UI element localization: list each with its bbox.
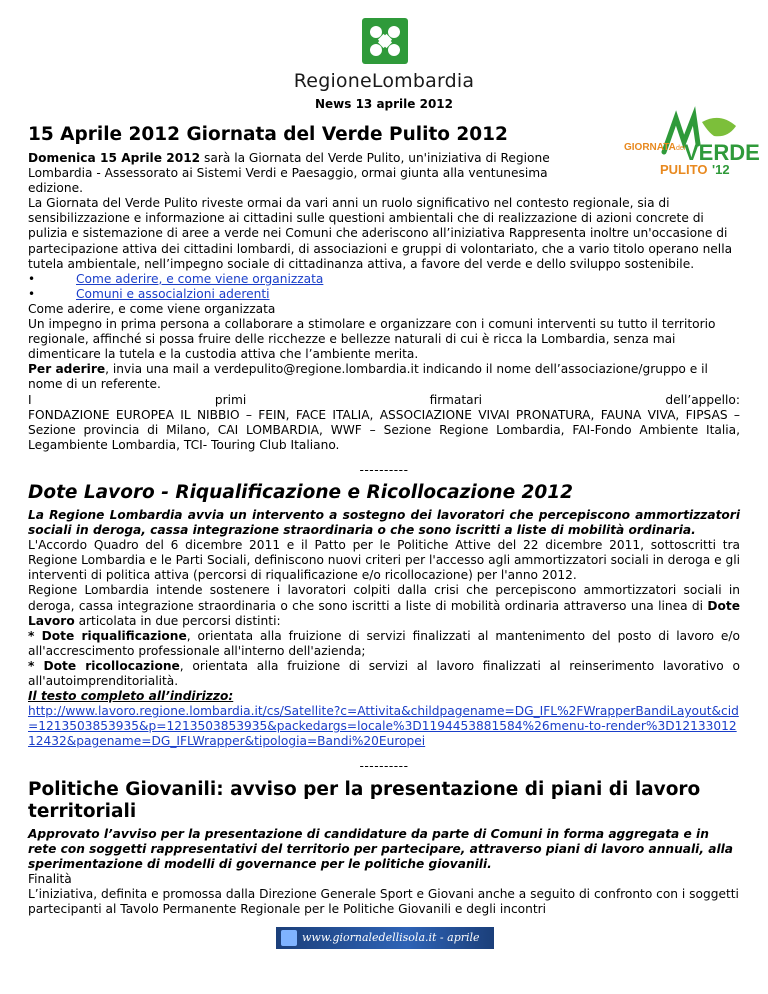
article2-url-para <box>28 704 740 749</box>
article1-signers-list: FONDAZIONE EUROPEA IL NIBBIO – FEIN, FACE ITALIA, ASSOCIAZIONE VIVAI PRONATURA, FAUNA VIVA, FIPSAS – Sezione provincia di Milano, CAI LOMBARDIA, WWF – Sezione Regione Lombardia, FAI-Fondo Ambiente Italia, Legambiente Lombardia, TCI- Touring Club Italiano. <box>28 407 740 452</box>
article1-join <box>28 362 740 392</box>
badge-line4: PULITO <box>660 162 708 177</box>
content-body <box>28 124 740 917</box>
badge-year: '12 <box>712 162 730 177</box>
article2-fulltext-label-text: Il testo completo all’indirizzo: <box>28 689 234 704</box>
footer-banner-text: www.giornaledellisola.it - aprile 2012 <box>302 931 480 966</box>
signers-word: primi <box>214 392 247 407</box>
signers-word: dell’appello: <box>665 392 740 407</box>
article1-subheading: Come aderire, e come viene organizzata <box>28 301 276 316</box>
separator: ---------- <box>359 462 409 477</box>
link-come-aderire[interactable]: Come aderire, e come viene organizzata <box>76 271 324 286</box>
region-logo-icon <box>362 18 408 64</box>
list-item <box>28 272 740 287</box>
article2-item2-bold: * Dote ricollocazione <box>28 658 180 673</box>
badge-line3: VERDE <box>684 140 760 165</box>
article2-item1-rest: , orientata alla fruizione di servizi finalizzati al mantenimento del posto di lavoro e/o all'accrescimento professionale all'interno dell'azienda; <box>28 628 740 658</box>
article2-para2 <box>28 583 740 628</box>
article2-item1-bold: * Dote riqualificazione <box>28 628 187 643</box>
article1-join-bold: Per aderire <box>28 362 106 377</box>
article1-para1: La Giornata del Verde Pulito riveste ormai da vari anni un ruolo significativo nel contesto regionale, sia di sensibilizzazione e informazione ai cittadini sulle questioni ambientali che di realizzazione di azioni concrete di pulizia e sistemazione di aree a verde nei Comuni che aderiscono all’iniziativa Rappresenta inoltre un'occasione di partecipazione attiva dei cittadini lombardi, di associazioni e gruppi di volontariato, che a vario titolo operano nella tutela ambientale, nell’impegno sociale di cittadinanza attiva, a favore del verde e dello sviluppo sostenibile. <box>28 196 733 271</box>
article2-para2-b: articolata in due percorsi distinti: <box>74 613 281 628</box>
article1-join-rest: , invia una mail a verdepulito@regione.lombardia.it indicando il nome dell’associazione/gruppo e il nome di un referente. <box>28 362 708 392</box>
article1-signers-intro <box>28 393 740 408</box>
article3-lead: Approvato l’avviso per la presentazione di candidature da parte di Comuni in forma aggregata e in rete con soggetti rappresentativi del territorio per partecipare, attraverso piani di lavoro annuali, alla sperimentazione di modelli di governance per le politiche giovanili. <box>28 826 734 871</box>
article1-lead-rest: sarà la Giornata del Verde Pulito, un'iniziativa di Regione Lombardia - Assessorato ai Sistemi Verdi e Paesaggio, ormai giunta alla ventunesima edizione. <box>28 151 550 196</box>
signers-word: I <box>28 392 32 407</box>
article2-fulltext-label <box>28 689 740 704</box>
article1-lead-bold: Domenica 15 Aprile 2012 <box>28 151 201 165</box>
news-date: News 13 aprile 2012 <box>314 97 453 111</box>
article2-item2-rest: , orientata alla fruizione di servizi al lavoro finalizzati al reinserimento lavorativo o all'autoimprenditorialità. <box>28 658 740 688</box>
list-item <box>28 287 740 302</box>
article2-item2 <box>28 659 740 689</box>
brand-name: RegioneLombardia <box>293 70 475 92</box>
article2-title: Dote Lavoro - Riqualificazione e Ricollocazione 2012 <box>28 481 574 503</box>
globe-icon <box>281 930 297 946</box>
article1-para2: Un impegno in prima persona a collaborare a stimolare e organizzare con i comuni interventi su tutto il territorio regionale, affinché si possa fruire delle ricchezze e bellezze naturali di cui è ricca la Lombardia, senza mai dimenticare la tutela e la custodia attiva che l’ambiente merita. <box>28 317 716 362</box>
article2-lead: La Regione Lombardia avvia un intervento a sostegno dei lavoratori che percepiscono ammortizzatori sociali in deroga, cassa integrazione straordinaria o che sono iscritti a liste di mobilità ordinaria. <box>28 507 740 538</box>
article3-title: Politiche Giovanili: avviso per la presentazione di piani di lavoro territoriali <box>28 778 701 822</box>
badge-line1: GIORNATA <box>624 142 676 153</box>
article2-url-link[interactable]: http://www.lavoro.regione.lombardia.it/cs/Satellite?c=Attivita&childpagename=DG_IFL%2FWrapperBandiLayout&cid=1213503853935&p=1213503853935&packedargs=locale%3D1194453881584%26menu-to-render%3D1213301212432&pagename=DG_IFLWrapper&tipologia=Bandi%20Europei <box>28 704 739 749</box>
article3-para1: L’iniziativa, definita e promossa dalla Direzione Generale Sport e Giovani anche a seguito di confronto con i soggetti partecipanti al Tavolo Permanente Regionale per le Politiche Giovanili e degli incontri <box>28 886 739 917</box>
article2-para2-bold: Dote Lavoro <box>28 598 740 628</box>
footer-banner <box>276 927 494 966</box>
article3-sub: Finalità <box>28 871 72 886</box>
article2-para2-a: Regione Lombardia intende sostenere i lavoratori colpiti dalla crisi che percepiscono ammortizzatori sociali in deroga, cassa integrazione straordinaria o che sono iscritti a liste di mobilità ordinaria attraverso una linea di <box>28 583 740 613</box>
article1-links <box>28 272 740 302</box>
signers-word: firmatari <box>429 392 483 407</box>
article1-title: 15 Aprile 2012 Giornata del Verde Pulito 2012 <box>28 124 508 145</box>
link-comuni-aderenti[interactable]: Comuni e associalzioni aderenti <box>76 286 270 301</box>
article1-lead <box>28 151 588 196</box>
separator: ---------- <box>359 759 409 774</box>
article2-item1 <box>28 629 740 659</box>
article2-para1: L'Accordo Quadro del 6 dicembre 2011 e il Patto per le Politiche Attive del 22 dicembre 2011, sottoscritti tra Regione Lombardia e le Parti Sociali, definiscono nuovi criteri per l'accesso agli ammortizzatori sociali in deroga e gli interventi di politica attiva (percorsi di riqualificazione e/o ricollocazione) per l'anno 2012. <box>28 538 740 583</box>
badge-line2: del <box>676 145 686 152</box>
